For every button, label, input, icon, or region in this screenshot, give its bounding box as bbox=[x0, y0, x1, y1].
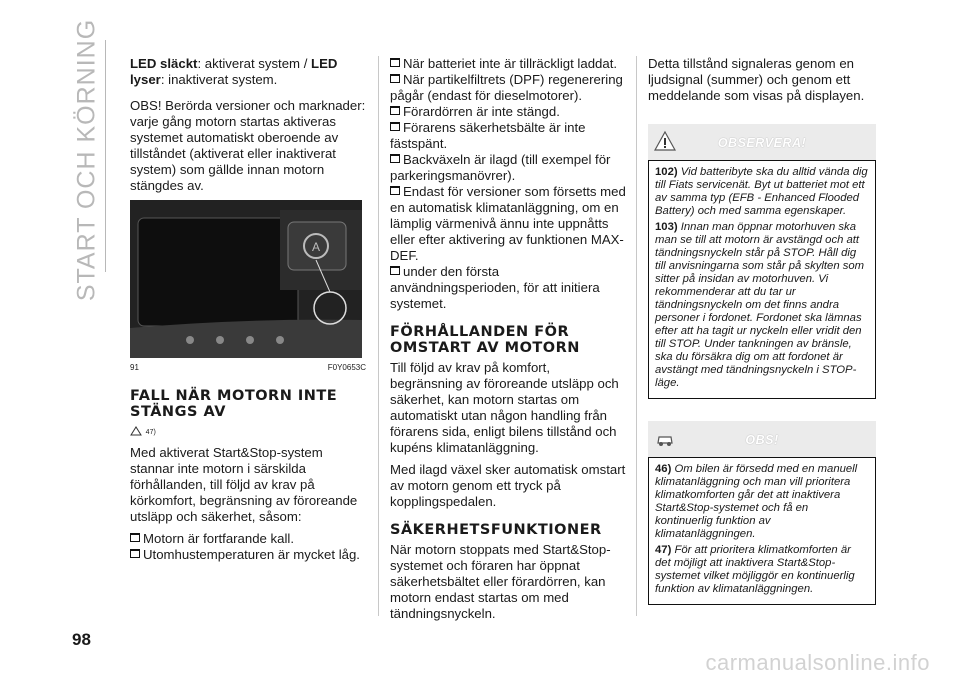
column-2 bbox=[390, 56, 626, 628]
signal-paragraph: Detta tillstånd signaleras genom en ljudsignal (summer) och genom ett meddelande som visas på displayen. bbox=[648, 56, 865, 103]
conditions-paragraph: Med aktiverat Start&Stop-system stannar inte motorn i särskilda förhållanden, till följd av krav på körkomfort, begränsning av föroreande utsläpp och säkerhet, såsom: bbox=[130, 445, 358, 524]
warning-box bbox=[648, 160, 876, 399]
reference-marker: 47) bbox=[130, 424, 366, 441]
list-item: Förarens säkerhetsbälte är inte fästspänt. bbox=[390, 120, 586, 151]
hand-icon bbox=[130, 426, 142, 436]
list-item: När batteriet inte är tillräckligt laddat. bbox=[390, 56, 626, 72]
svg-text:A: A bbox=[312, 240, 321, 254]
note-46: 46) Om bilen är försedd med en manuell klimatanläggning och man vill prioritera klimatkomforten går det att inaktivera Start&Stop-systemet och få en kontinuerlig funktion av klimatanläggningen. bbox=[655, 463, 858, 540]
list-item: under den första användningsperioden, för att initiera systemet. bbox=[390, 264, 600, 311]
list-item: Endast för versioner som försetts med en automatisk klimatanläggning, om en lämplig värmenivå ännu inte uppnåtts eller efter aktivering av funktionen MAX-DEF. bbox=[390, 184, 626, 263]
safety-paragraph: När motorn stoppats med Start&Stop-systemet och föraren har öppnat säkerhetsbältet eller förardörren, kan motorn endast startas om med tändningsnyckeln. bbox=[390, 542, 611, 621]
heading-engine-not-stopping: FALL NÄR MOTORN INTE STÄNGS AV bbox=[130, 388, 338, 420]
heading-restart-conditions: FÖRHÅLLANDEN FÖR OMSTART AV MOTORN bbox=[390, 324, 580, 356]
watermark: carmanualsonline.info bbox=[705, 650, 930, 675]
column-3 bbox=[648, 56, 876, 605]
warning-102: 102) Vid batteribyte ska du alltid vända dig till Fiats servicenät. Byt ut batteriet mot ett av samma typ (EFB - Enhanced Flooded Battery) och med samma egenskaper. bbox=[655, 166, 868, 217]
heading-safety-functions: SÄKERHETSFUNKTIONER bbox=[390, 522, 602, 538]
column-separator bbox=[378, 56, 379, 616]
column-separator bbox=[636, 56, 637, 616]
warning-header: OBSERVERA! bbox=[648, 124, 876, 160]
chapter-title: START OCH KÖRNING bbox=[72, 18, 101, 302]
bullet-list-1 bbox=[130, 531, 366, 563]
restart-paragraph: Till följd av krav på komfort, begränsning av föroreande utsläpp och säkerhet, kan motorn startas om automatiskt utan någon handling från förarens sida, enligt bilens tillstånd och kupéns klimatanläggning. bbox=[390, 360, 619, 455]
list-item: Förardörren är inte stängd. bbox=[390, 104, 626, 120]
page-number: 98 bbox=[72, 630, 91, 649]
dashboard-photo bbox=[130, 200, 362, 358]
clutch-paragraph: Med ilagd växel sker automatisk omstart av motorn genom ett tryck på kopplingspedalen. bbox=[390, 462, 626, 509]
column-1 bbox=[130, 56, 366, 563]
list-item: När partikelfiltrets (DPF) regenerering pågår (endast för dieselmotorer). bbox=[390, 72, 623, 103]
note-47: 47) För att prioritera klimatkomforten är det möjligt att inaktivera Start&Stop-systemet vilket möjliggör en kontinuerlig funktion av klimatanläggningen. bbox=[655, 544, 855, 595]
start-stop-button-illustration bbox=[130, 200, 362, 358]
note-header: OBS! bbox=[648, 421, 876, 457]
note-box bbox=[648, 457, 876, 605]
list-item: Utomhustemperaturen är mycket låg. bbox=[130, 547, 366, 563]
list-item: Motorn är fortfarande kall. bbox=[130, 531, 366, 547]
figure-caption: 91 F0Y0653C bbox=[130, 363, 366, 372]
list-item: Backväxeln är ilagd (till exempel för parkeringsmanövrer). bbox=[390, 152, 611, 183]
chapter-divider bbox=[105, 40, 106, 272]
warning-103: 103) Innan man öppnar motorhuven ska man se till att motorn är avstängd och att tändningsnyckeln står på STOP. Håll dig till anvisningarna som står på skylten som sitter på insidan av motorhuven. Vi rekommenderar att du tar ur tändningsnyckeln om det finns andra personer i fordonet. Fordonet ska lämnas efter att ha tagit ur nyckeln eller vridit den till STOP. Under tankningen av bränsle, ska du försäkra dig om att fordonet är avstängt med tändningsnyckeln i STOP-läge. bbox=[655, 221, 865, 389]
led-status-text: LED släckt: aktiverat system / LED lyser: inaktiverat system. bbox=[130, 56, 338, 87]
obs-paragraph: OBS! Berörda versioner och marknader: varje gång motorn startas aktiveras systemet automatiskt oberoende av tillståndet (aktiverat eller inaktiverat system) som gällde innan motorn stängdes av. bbox=[130, 98, 366, 193]
